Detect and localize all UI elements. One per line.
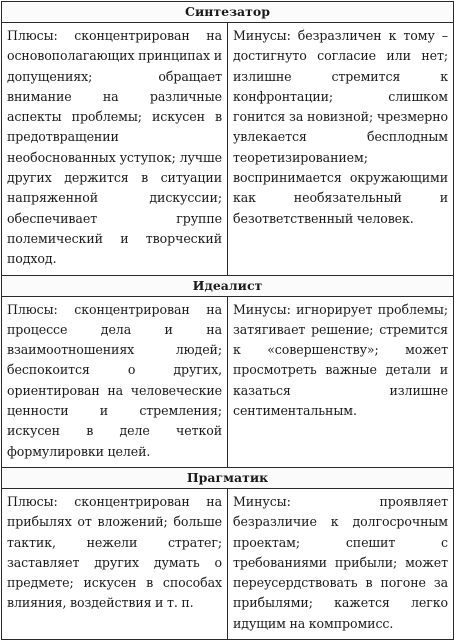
section-header-row	[2, 275, 454, 296]
section-title-synthesizer: Синтезатор	[2, 2, 454, 23]
table-row	[2, 296, 454, 467]
pragmatist-cons: Минусы: проявляет безразличие к долгосрочным проектам; спешит с требованиями прибыли; может переусердствовать в погоне за прибылями; кажется легко идущим на компромисс.	[228, 488, 454, 639]
idealist-cons: Минусы: игнорирует проблемы; затягивает решение; стремится к «совершенству»; может просмотреть важные детали и казаться излишне сентиментальным.	[228, 296, 454, 467]
section-header-row	[2, 2, 454, 23]
section-title-idealist: Идеалист	[2, 275, 454, 296]
synthesizer-pros: Плюсы: сконцентрирован на основополагающих принципах и допущениях; обращает внимание на различные аспекты проблемы; искусен в предотвращении необоснованных уступок; лучше других держится в ситуации напряженной дискуссии; обеспечивает группе полемический и творческий подход.	[2, 23, 228, 276]
pragmatist-pros: Плюсы: сконцентрирован на прибылях от вложений; больше тактик, нежели стратег; заставляет других думать о предмете; искусен в способах влияния, воздействия и т. п.	[2, 488, 228, 639]
idealist-pros: Плюсы: сконцентрирован на процессе дела и на взаимоотношениях людей; беспокоится о других, ориентирован на человеческие ценности и стремления; искусен в деле четкой формулировки целей.	[2, 296, 228, 467]
table-row	[2, 488, 454, 639]
section-title-pragmatist: Прагматик	[2, 467, 454, 488]
table-row	[2, 23, 454, 276]
section-header-row	[2, 467, 454, 488]
synthesizer-cons: Минусы: безразличен к тому – достигнуто согласие или нет; излишне стремится к конфронтации; слишком гонится за новизной; чрезмерно увлекается бесплодным теоретизированием; воспринимается окружающими как необязательный и безответственный человек.	[228, 23, 454, 276]
thinking-styles-table	[1, 1, 454, 640]
thinking-styles-table-page	[1, 1, 453, 631]
